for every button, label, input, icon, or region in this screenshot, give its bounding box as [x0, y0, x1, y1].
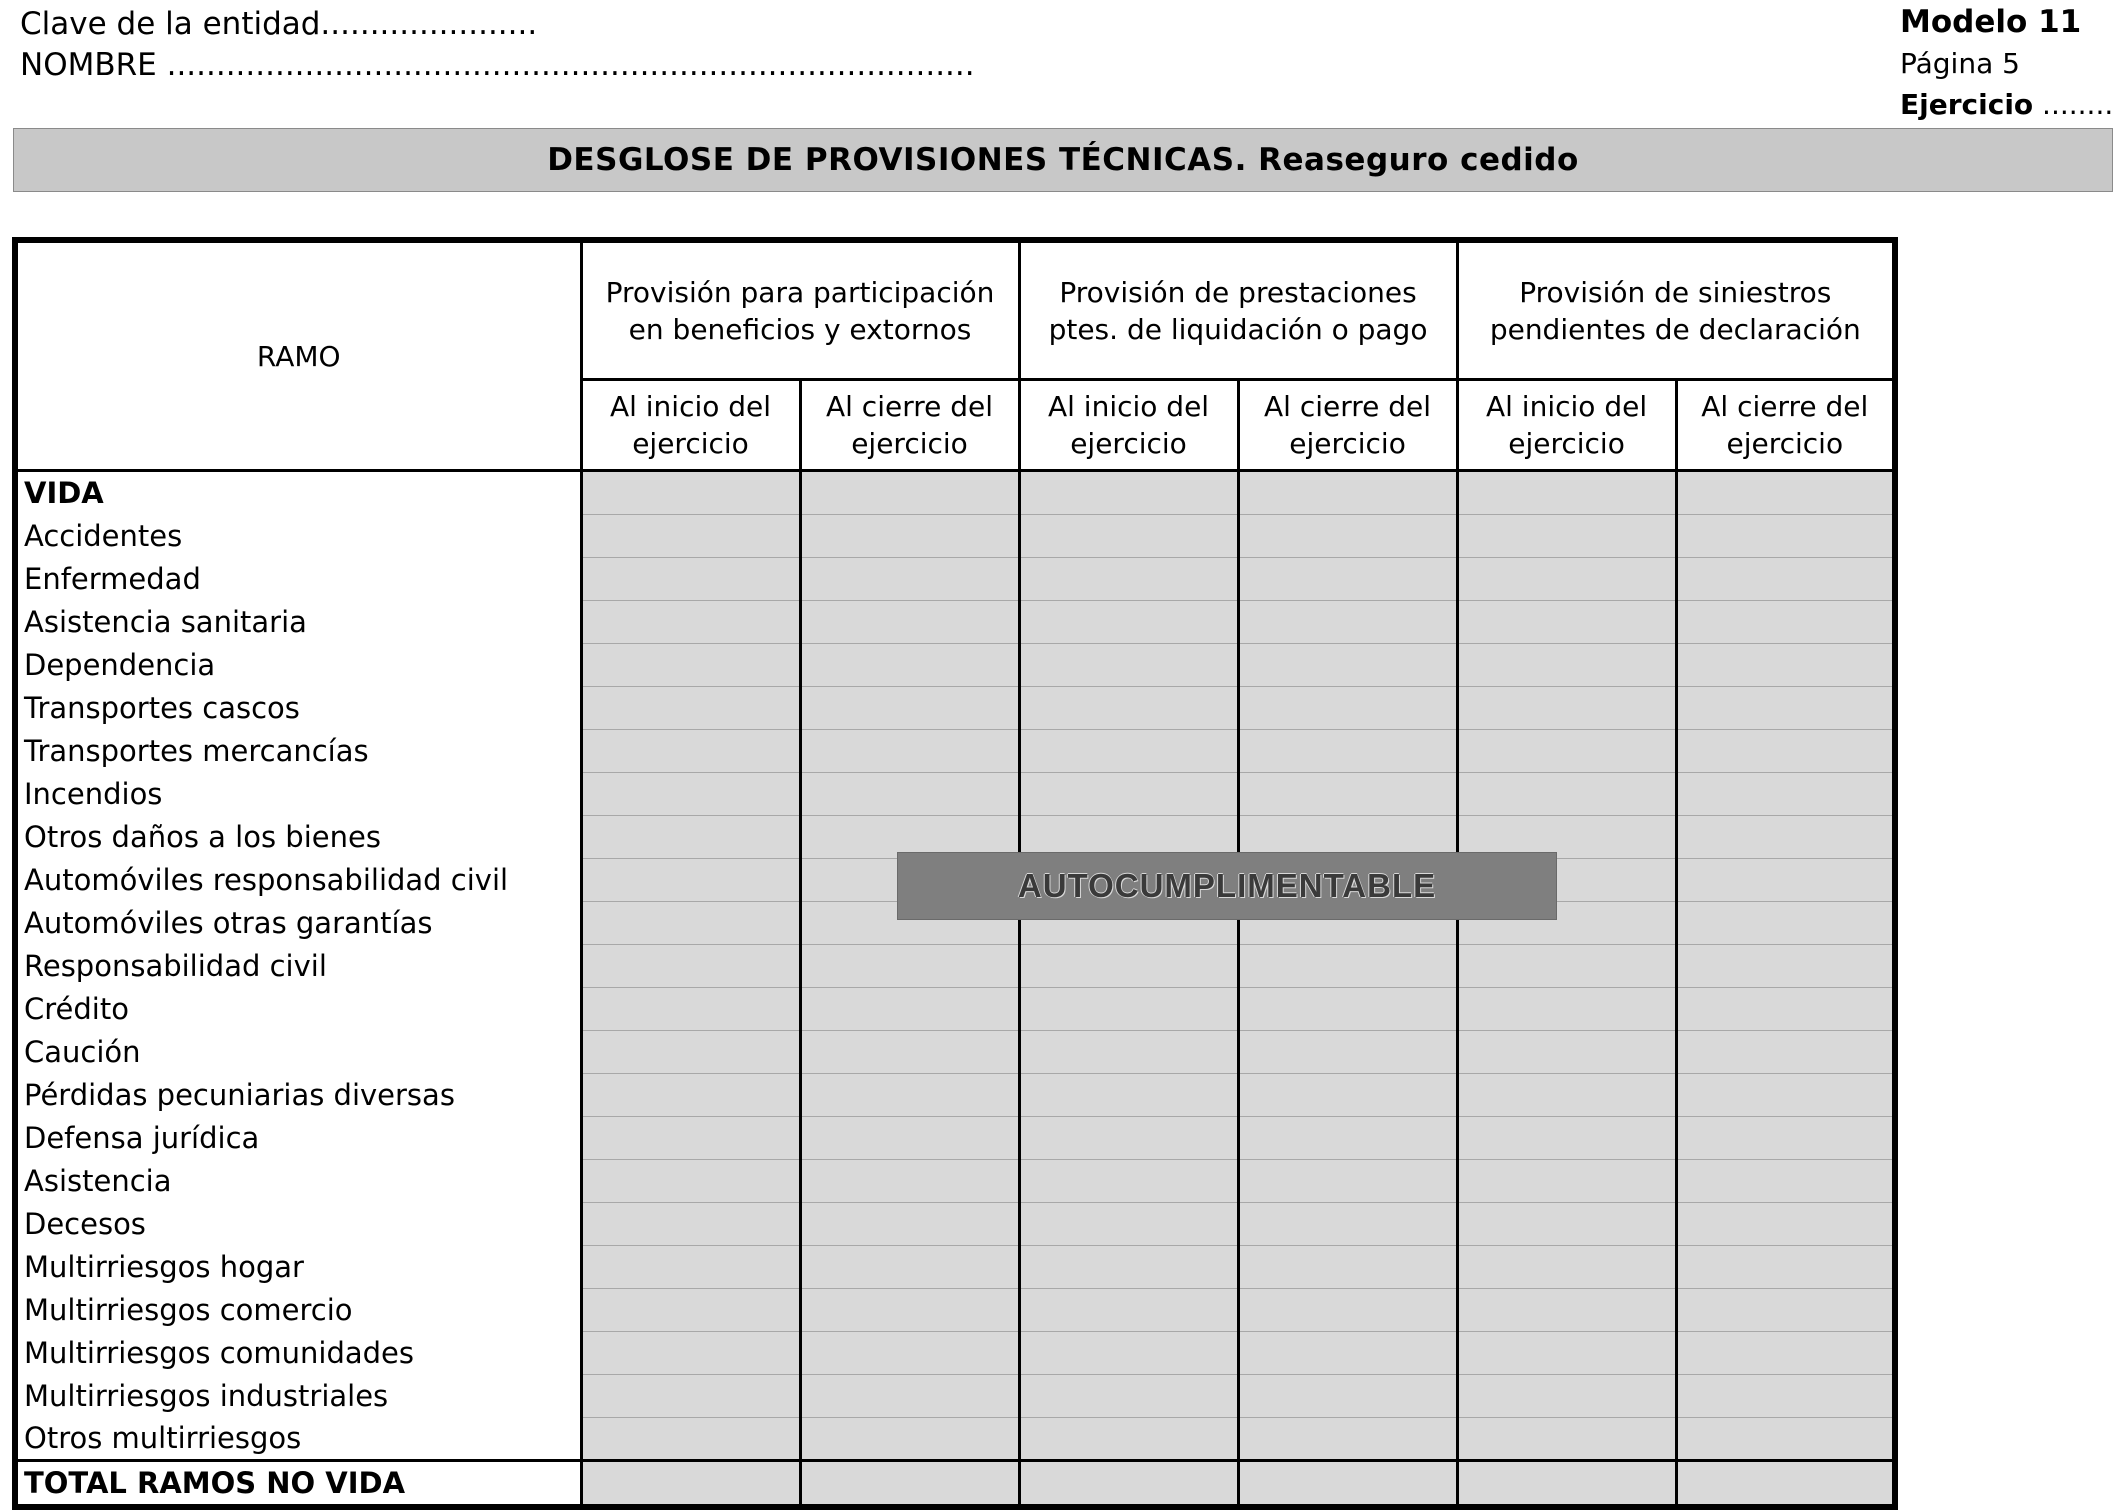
- ramo-label: Automóviles responsabilidad civil: [15, 858, 581, 901]
- value-cell[interactable]: [1457, 643, 1676, 686]
- value-cell[interactable]: [581, 772, 800, 815]
- value-cell[interactable]: [1019, 1159, 1238, 1202]
- value-cell[interactable]: [800, 944, 1019, 987]
- nombre-label: NOMBRE ..................................................................................: [20, 47, 975, 83]
- value-cell[interactable]: [581, 858, 800, 901]
- table-row: [15, 1159, 1895, 1202]
- value-cell[interactable]: [1676, 1245, 1895, 1288]
- value-cell[interactable]: [1238, 643, 1457, 686]
- total-value-cell[interactable]: [1019, 1461, 1238, 1508]
- value-cell[interactable]: [1676, 729, 1895, 772]
- value-cell[interactable]: [1457, 1073, 1676, 1116]
- value-cell[interactable]: [1676, 1331, 1895, 1374]
- value-cell[interactable]: [581, 471, 800, 515]
- value-cell[interactable]: [581, 729, 800, 772]
- value-cell[interactable]: [581, 944, 800, 987]
- value-cell[interactable]: [1238, 1417, 1457, 1461]
- value-cell[interactable]: [581, 600, 800, 643]
- total-row: [15, 1461, 1895, 1508]
- subheader-cierre: Al cierre del ejercicio: [1238, 380, 1457, 471]
- value-cell[interactable]: [800, 1073, 1019, 1116]
- value-cell[interactable]: [800, 600, 1019, 643]
- total-value-cell[interactable]: [1457, 1461, 1676, 1508]
- value-cell[interactable]: [1676, 686, 1895, 729]
- value-cell[interactable]: [1019, 1245, 1238, 1288]
- value-cell[interactable]: [1457, 944, 1676, 987]
- value-cell[interactable]: [1238, 1159, 1457, 1202]
- value-cell[interactable]: [1019, 944, 1238, 987]
- value-cell[interactable]: [1238, 686, 1457, 729]
- value-cell[interactable]: [800, 1116, 1019, 1159]
- ramo-label: Enfermedad: [15, 557, 581, 600]
- table-row: [15, 772, 1895, 815]
- value-cell[interactable]: [1457, 1245, 1676, 1288]
- value-cell[interactable]: [1457, 987, 1676, 1030]
- value-cell[interactable]: [1676, 944, 1895, 987]
- value-cell[interactable]: [1676, 557, 1895, 600]
- value-cell[interactable]: [1019, 1030, 1238, 1073]
- value-cell[interactable]: [1238, 987, 1457, 1030]
- value-cell[interactable]: [581, 901, 800, 944]
- value-cell[interactable]: [1457, 1159, 1676, 1202]
- pagina-label: Página 5: [1900, 47, 2020, 80]
- form-header: [1900, 2, 2113, 125]
- page-title: DESGLOSE DE PROVISIONES TÉCNICAS. Reaseguro cedido: [13, 128, 2113, 192]
- value-cell[interactable]: [800, 1159, 1019, 1202]
- value-cell[interactable]: [1238, 1288, 1457, 1331]
- value-cell[interactable]: [1676, 643, 1895, 686]
- value-cell[interactable]: [581, 1030, 800, 1073]
- value-cell[interactable]: [1676, 1288, 1895, 1331]
- ramo-label: Crédito: [15, 987, 581, 1030]
- value-cell[interactable]: [1238, 514, 1457, 557]
- value-cell[interactable]: [1238, 1202, 1457, 1245]
- value-cell[interactable]: [1238, 600, 1457, 643]
- table-body: [15, 471, 1895, 1508]
- value-cell[interactable]: [800, 514, 1019, 557]
- value-cell[interactable]: [1457, 686, 1676, 729]
- table-row: [15, 944, 1895, 987]
- value-cell[interactable]: [581, 1159, 800, 1202]
- table-row: [15, 686, 1895, 729]
- table-row: [15, 1245, 1895, 1288]
- value-cell[interactable]: [800, 1374, 1019, 1417]
- value-cell[interactable]: [1457, 557, 1676, 600]
- value-cell[interactable]: [581, 1288, 800, 1331]
- value-cell[interactable]: [1457, 514, 1676, 557]
- value-cell[interactable]: [1676, 1202, 1895, 1245]
- table-row: [15, 471, 1895, 515]
- value-cell[interactable]: [1019, 1202, 1238, 1245]
- value-cell[interactable]: [1676, 901, 1895, 944]
- value-cell[interactable]: [1676, 1374, 1895, 1417]
- value-cell[interactable]: [1676, 1073, 1895, 1116]
- value-cell[interactable]: [581, 1245, 800, 1288]
- value-cell[interactable]: [1676, 600, 1895, 643]
- value-cell[interactable]: [1238, 944, 1457, 987]
- ramo-label: VIDA: [15, 471, 581, 515]
- value-cell[interactable]: [1019, 1331, 1238, 1374]
- value-cell[interactable]: [1676, 772, 1895, 815]
- value-cell[interactable]: [1019, 686, 1238, 729]
- ramo-label: Incendios: [15, 772, 581, 815]
- ejercicio-field: [1900, 84, 2113, 125]
- ramo-label: Caución: [15, 1030, 581, 1073]
- total-value-cell[interactable]: [1238, 1461, 1457, 1508]
- ramo-label: Multirriesgos hogar: [15, 1245, 581, 1288]
- subheader-inicio: Al inicio del ejercicio: [581, 380, 800, 471]
- value-cell[interactable]: [800, 1288, 1019, 1331]
- ramo-label: Defensa jurídica: [15, 1116, 581, 1159]
- value-cell[interactable]: [1457, 772, 1676, 815]
- value-cell[interactable]: [1019, 471, 1238, 515]
- value-cell[interactable]: [800, 987, 1019, 1030]
- value-cell[interactable]: [1676, 815, 1895, 858]
- value-cell[interactable]: [1676, 1030, 1895, 1073]
- table-row: [15, 557, 1895, 600]
- value-cell[interactable]: [1019, 643, 1238, 686]
- ramo-label: Multirriesgos comercio: [15, 1288, 581, 1331]
- table-row: [15, 729, 1895, 772]
- ramo-label: Transportes mercancías: [15, 729, 581, 772]
- ramo-label: Multirriesgos comunidades: [15, 1331, 581, 1374]
- value-cell[interactable]: [1676, 1159, 1895, 1202]
- value-cell[interactable]: [581, 686, 800, 729]
- table-row: [15, 1331, 1895, 1374]
- value-cell[interactable]: [1676, 1116, 1895, 1159]
- value-cell[interactable]: [581, 514, 800, 557]
- table-row: [15, 643, 1895, 686]
- value-cell[interactable]: [581, 1331, 800, 1374]
- entity-header: [20, 4, 975, 86]
- value-cell[interactable]: [1238, 772, 1457, 815]
- value-cell[interactable]: [1457, 600, 1676, 643]
- ejercicio-dots: ........: [2033, 88, 2114, 121]
- value-cell[interactable]: [1019, 1073, 1238, 1116]
- value-cell[interactable]: [800, 1331, 1019, 1374]
- value-cell[interactable]: [1457, 1374, 1676, 1417]
- table-row: [15, 987, 1895, 1030]
- total-label: TOTAL RAMOS NO VIDA: [15, 1461, 581, 1508]
- value-cell[interactable]: [800, 729, 1019, 772]
- value-cell[interactable]: [1019, 1288, 1238, 1331]
- value-cell[interactable]: [800, 643, 1019, 686]
- table-row: [15, 1030, 1895, 1073]
- value-cell[interactable]: [1457, 1202, 1676, 1245]
- value-cell[interactable]: [1019, 1417, 1238, 1461]
- value-cell[interactable]: [800, 772, 1019, 815]
- value-cell[interactable]: [800, 1245, 1019, 1288]
- value-cell[interactable]: [1238, 557, 1457, 600]
- table-row: [15, 1116, 1895, 1159]
- total-value-cell[interactable]: [581, 1461, 800, 1508]
- value-cell[interactable]: [1019, 600, 1238, 643]
- value-cell[interactable]: [800, 1030, 1019, 1073]
- ramo-label: Otros multirriesgos: [15, 1417, 581, 1461]
- value-cell[interactable]: [1457, 471, 1676, 515]
- value-cell[interactable]: [1238, 1374, 1457, 1417]
- group-header-prestaciones: Provisión de prestaciones ptes. de liquidación o pago: [1019, 240, 1457, 380]
- value-cell[interactable]: [800, 1202, 1019, 1245]
- value-cell[interactable]: [581, 1417, 800, 1461]
- subheader-cierre: Al cierre del ejercicio: [1676, 380, 1895, 471]
- ramo-label: Otros daños a los bienes: [15, 815, 581, 858]
- total-value-cell[interactable]: [1676, 1461, 1895, 1508]
- value-cell[interactable]: [581, 557, 800, 600]
- value-cell[interactable]: [1238, 1073, 1457, 1116]
- value-cell[interactable]: [1676, 987, 1895, 1030]
- ramo-label: Responsabilidad civil: [15, 944, 581, 987]
- value-cell[interactable]: [1019, 514, 1238, 557]
- value-cell[interactable]: [581, 643, 800, 686]
- total-value-cell[interactable]: [800, 1461, 1019, 1508]
- value-cell[interactable]: [581, 1116, 800, 1159]
- ramo-label: Dependencia: [15, 643, 581, 686]
- group-header-siniestros: Provisión de siniestros pendientes de declaración: [1457, 240, 1895, 380]
- value-cell[interactable]: [1019, 772, 1238, 815]
- clave-entidad-label: Clave de la entidad......................: [20, 6, 538, 42]
- value-cell[interactable]: [581, 987, 800, 1030]
- ejercicio-label: Ejercicio: [1900, 88, 2034, 121]
- value-cell[interactable]: [1457, 1417, 1676, 1461]
- value-cell[interactable]: [1457, 1116, 1676, 1159]
- modelo-label: Modelo 11: [1900, 4, 2082, 40]
- value-cell[interactable]: [581, 1073, 800, 1116]
- value-cell[interactable]: [581, 815, 800, 858]
- subheader-inicio: Al inicio del ejercicio: [1457, 380, 1676, 471]
- ramo-label: Asistencia sanitaria: [15, 600, 581, 643]
- value-cell[interactable]: [581, 1202, 800, 1245]
- value-cell[interactable]: [1238, 471, 1457, 515]
- value-cell[interactable]: [800, 557, 1019, 600]
- value-cell[interactable]: [800, 471, 1019, 515]
- value-cell[interactable]: [1019, 729, 1238, 772]
- table-row: [15, 514, 1895, 557]
- value-cell[interactable]: [1019, 557, 1238, 600]
- value-cell[interactable]: [1457, 729, 1676, 772]
- ramo-label: Automóviles otras garantías: [15, 901, 581, 944]
- value-cell[interactable]: [1676, 858, 1895, 901]
- subheader-cierre: Al cierre del ejercicio: [800, 380, 1019, 471]
- value-cell[interactable]: [1457, 1331, 1676, 1374]
- ramo-label: Multirriesgos industriales: [15, 1374, 581, 1417]
- value-cell[interactable]: [1238, 729, 1457, 772]
- table-row: [15, 600, 1895, 643]
- table-row: [15, 1202, 1895, 1245]
- table-row: [15, 1417, 1895, 1461]
- ramo-label: Accidentes: [15, 514, 581, 557]
- value-cell[interactable]: [800, 1417, 1019, 1461]
- ramo-label: Pérdidas pecuniarias diversas: [15, 1073, 581, 1116]
- table-row: [15, 1073, 1895, 1116]
- table-row: [15, 1374, 1895, 1417]
- ramo-header: RAMO: [15, 240, 581, 471]
- value-cell[interactable]: [1019, 987, 1238, 1030]
- value-cell[interactable]: [1019, 1116, 1238, 1159]
- value-cell[interactable]: [1457, 1030, 1676, 1073]
- value-cell[interactable]: [1019, 1374, 1238, 1417]
- value-cell[interactable]: [581, 1374, 800, 1417]
- ramo-label: Transportes cascos: [15, 686, 581, 729]
- value-cell[interactable]: [1238, 1116, 1457, 1159]
- ramo-label: Decesos: [15, 1202, 581, 1245]
- value-cell[interactable]: [1238, 1245, 1457, 1288]
- value-cell[interactable]: [1676, 1417, 1895, 1461]
- ramo-label: Asistencia: [15, 1159, 581, 1202]
- value-cell[interactable]: [1457, 1288, 1676, 1331]
- subheader-inicio: Al inicio del ejercicio: [1019, 380, 1238, 471]
- value-cell[interactable]: [1238, 1331, 1457, 1374]
- group-header-participacion: Provisión para participación en beneficios y extornos: [581, 240, 1019, 380]
- autocumplimentable-banner: AUTOCUMPLIMENTABLE: [897, 852, 1557, 920]
- table-row: [15, 1288, 1895, 1331]
- value-cell[interactable]: [800, 686, 1019, 729]
- value-cell[interactable]: [1238, 1030, 1457, 1073]
- value-cell[interactable]: [1676, 514, 1895, 557]
- value-cell[interactable]: [1676, 471, 1895, 515]
